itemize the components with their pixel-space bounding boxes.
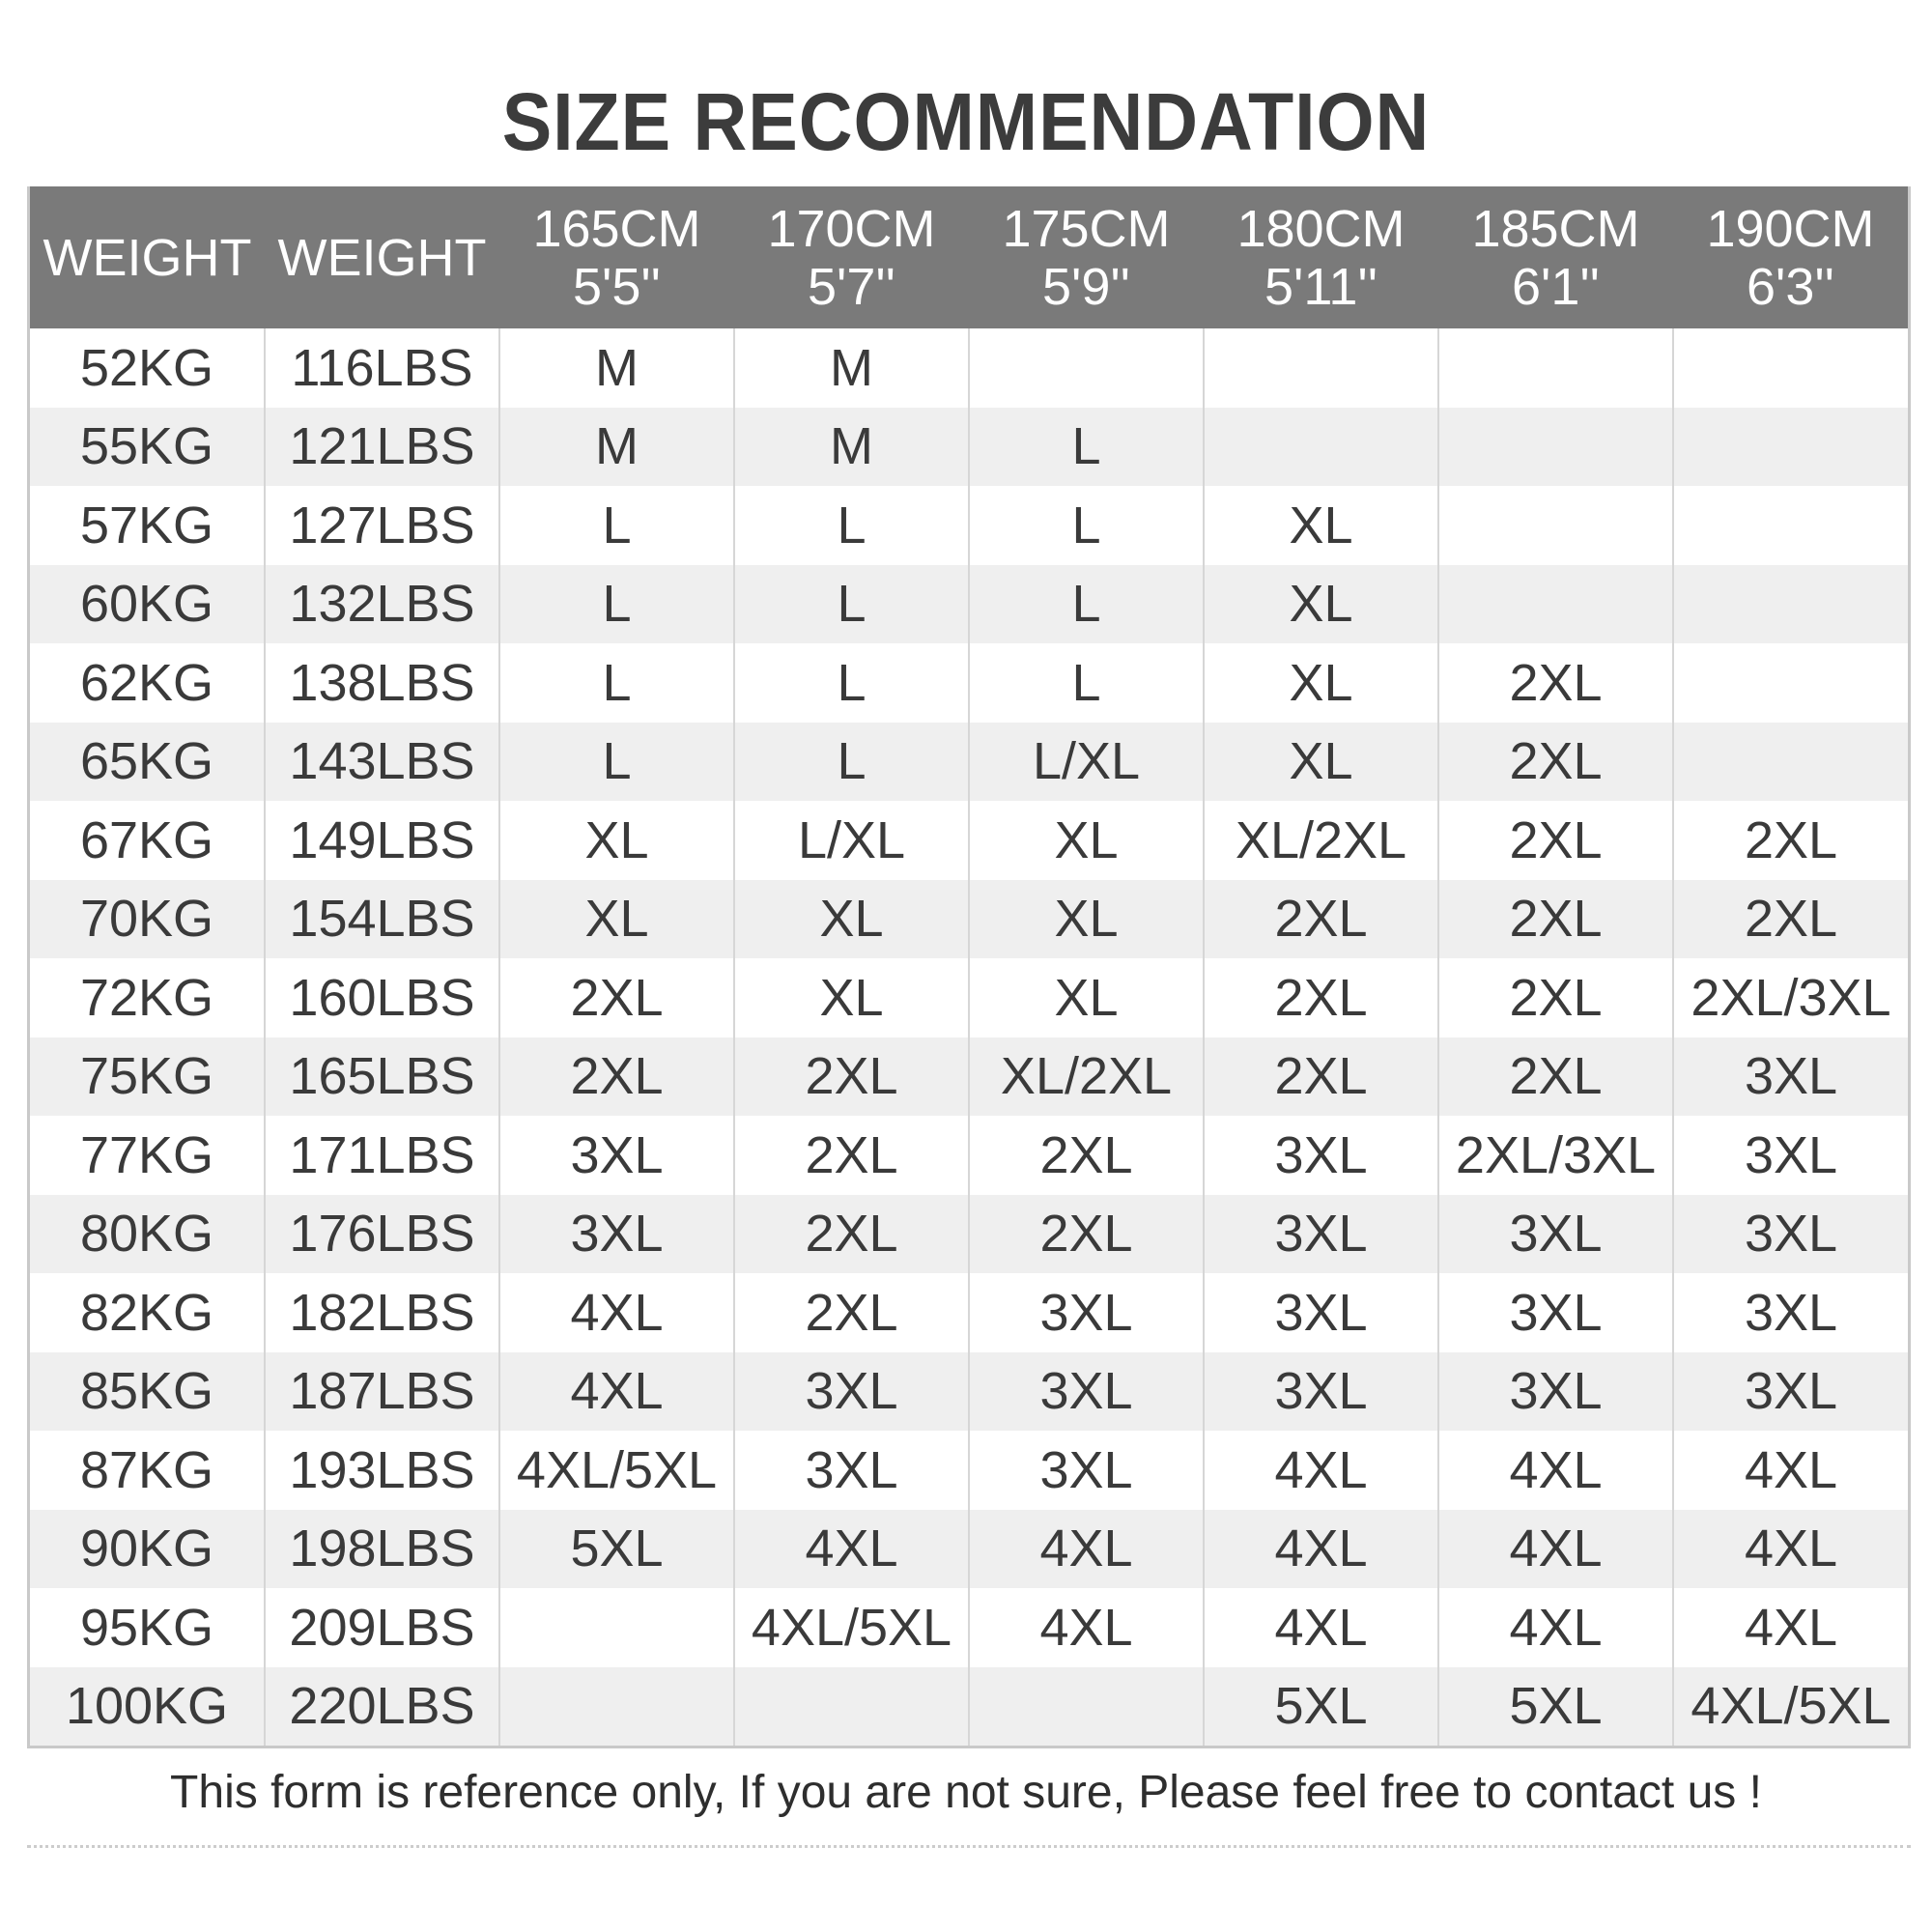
size-cell: 3XL <box>1204 1273 1438 1352</box>
weight-lbs-cell: 176LBS <box>265 1195 499 1274</box>
size-cell <box>1204 328 1438 408</box>
size-cell: 4XL <box>1673 1510 1908 1589</box>
size-cell: L <box>969 408 1204 487</box>
size-cell <box>1438 408 1673 487</box>
weight-kg-cell: 80KG <box>79 1205 214 1264</box>
size-cell <box>969 328 1204 408</box>
size-cell: M <box>734 328 969 408</box>
table-row <box>30 801 1908 880</box>
table-row <box>30 1037 1908 1117</box>
table-row <box>30 565 1908 644</box>
weight-lbs-cell: 171LBS <box>265 1116 499 1195</box>
size-cell: 3XL <box>969 1352 1204 1432</box>
size-cell: 3XL <box>969 1431 1204 1510</box>
size-cell <box>1673 643 1908 723</box>
weight-lbs-cell: 132LBS <box>265 565 499 644</box>
header-height-180: 180CM 5'11'' <box>1236 199 1406 316</box>
size-cell: 2XL <box>1438 1037 1673 1117</box>
header-height-175: 175CM 5'9'' <box>1002 199 1171 316</box>
size-cell: 2XL <box>734 1037 969 1117</box>
size-cell: XL <box>969 880 1204 959</box>
size-cell: 2XL <box>1438 643 1673 723</box>
size-cell: XL <box>1204 643 1438 723</box>
weight-kg-cell: 82KG <box>79 1283 214 1342</box>
table-body <box>30 328 1908 1746</box>
table-row <box>30 1195 1908 1274</box>
size-cell: L <box>499 723 734 802</box>
size-cell: 2XL <box>1438 880 1673 959</box>
header-height-165: 165CM 5'5'' <box>532 199 701 316</box>
weight-kg-cell: 100KG <box>65 1677 229 1736</box>
size-cell: 2XL <box>1438 801 1673 880</box>
size-cell <box>1673 486 1908 565</box>
size-recommendation-table <box>30 186 1908 1746</box>
weight-kg-cell: 95KG <box>79 1598 214 1657</box>
size-cell: 2XL <box>1204 1037 1438 1117</box>
size-cell: 2XL <box>499 958 734 1037</box>
table-row <box>30 1273 1908 1352</box>
weight-lbs-cell: 160LBS <box>265 958 499 1037</box>
header-height-170: 170CM 5'7'' <box>767 199 936 316</box>
size-cell: L <box>734 565 969 644</box>
weight-lbs-cell: 149LBS <box>265 801 499 880</box>
weight-kg-cell: 85KG <box>79 1362 214 1421</box>
weight-lbs-cell: 165LBS <box>265 1037 499 1117</box>
size-cell <box>499 1588 734 1667</box>
header-height-190: 190CM 6'3'' <box>1706 199 1875 316</box>
size-cell <box>1438 328 1673 408</box>
size-cell: L <box>499 643 734 723</box>
size-cell: 3XL <box>1673 1273 1908 1352</box>
weight-kg-cell: 90KG <box>79 1520 214 1578</box>
size-cell: XL <box>1204 486 1438 565</box>
weight-kg-cell: 75KG <box>79 1047 214 1106</box>
size-cell <box>1673 408 1908 487</box>
table-row <box>30 643 1908 723</box>
weight-lbs-cell: 220LBS <box>265 1667 499 1747</box>
size-cell: XL/2XL <box>1204 801 1438 880</box>
size-cell: 2XL <box>969 1195 1204 1274</box>
weight-kg-cell: 65KG <box>79 732 214 791</box>
table-header-row <box>30 186 1908 328</box>
size-cell: 4XL <box>1438 1431 1673 1510</box>
size-cell: 2XL <box>734 1116 969 1195</box>
size-cell: 2XL <box>1438 958 1673 1037</box>
size-cell: 2XL <box>499 1037 734 1117</box>
size-cell: XL <box>1204 565 1438 644</box>
size-cell: M <box>734 408 969 487</box>
size-cell: 4XL <box>1673 1431 1908 1510</box>
size-cell <box>969 1667 1204 1747</box>
size-cell: 2XL <box>1438 723 1673 802</box>
weight-kg-cell: 55KG <box>79 417 214 476</box>
size-cell: M <box>499 328 734 408</box>
weight-lbs-cell: 209LBS <box>265 1588 499 1667</box>
table-row <box>30 1352 1908 1432</box>
table-row <box>30 1588 1908 1667</box>
size-cell: L <box>969 565 1204 644</box>
weight-lbs-cell: 187LBS <box>265 1352 499 1432</box>
size-cell: 5XL <box>1438 1667 1673 1747</box>
size-cell: 3XL <box>1673 1195 1908 1274</box>
size-cell: 2XL/3XL <box>1438 1116 1673 1195</box>
size-cell: XL <box>969 801 1204 880</box>
table-row <box>30 1431 1908 1510</box>
size-cell: 3XL <box>1673 1037 1908 1117</box>
size-cell <box>1438 565 1673 644</box>
size-cell: XL <box>734 880 969 959</box>
weight-lbs-cell: 193LBS <box>265 1431 499 1510</box>
size-cell: 2XL <box>1204 958 1438 1037</box>
size-cell: 2XL/3XL <box>1673 958 1908 1037</box>
weight-kg-cell: 60KG <box>79 575 214 634</box>
size-cell: L <box>734 486 969 565</box>
size-cell: 4XL <box>1204 1431 1438 1510</box>
weight-kg-cell: 52KG <box>79 338 214 397</box>
size-cell: 3XL <box>734 1352 969 1432</box>
size-cell <box>1673 328 1908 408</box>
size-cell: 2XL <box>969 1116 1204 1195</box>
size-cell: 4XL <box>1438 1588 1673 1667</box>
table-row <box>30 328 1908 408</box>
weight-lbs-cell: 154LBS <box>265 880 499 959</box>
size-cell: 3XL <box>1438 1273 1673 1352</box>
size-cell: 2XL <box>734 1195 969 1274</box>
size-cell: 4XL <box>734 1510 969 1589</box>
size-cell: 2XL <box>734 1273 969 1352</box>
weight-lbs-cell: 182LBS <box>265 1273 499 1352</box>
size-cell: 3XL <box>1204 1116 1438 1195</box>
header-weight-kg: WEIGHT <box>43 228 252 287</box>
size-cell: L/XL <box>734 801 969 880</box>
header-height-185: 185CM 6'1'' <box>1471 199 1640 316</box>
weight-kg-cell: 62KG <box>79 653 214 712</box>
size-cell: 3XL <box>499 1116 734 1195</box>
size-cell: 4XL <box>499 1352 734 1432</box>
size-cell: 3XL <box>1438 1352 1673 1432</box>
weight-kg-cell: 77KG <box>79 1125 214 1184</box>
size-cell: XL <box>499 801 734 880</box>
weight-lbs-cell: 198LBS <box>265 1510 499 1589</box>
size-cell: 4XL/5XL <box>734 1588 969 1667</box>
size-cell <box>1673 723 1908 802</box>
size-table-container <box>27 186 1911 1748</box>
header-weight-lbs: WEIGHT <box>277 228 487 287</box>
size-cell <box>1204 408 1438 487</box>
size-cell: 3XL <box>1438 1195 1673 1274</box>
size-cell: 2XL <box>1673 880 1908 959</box>
size-cell: 4XL <box>1438 1510 1673 1589</box>
weight-kg-cell: 72KG <box>79 968 214 1027</box>
size-cell: 3XL <box>1204 1195 1438 1274</box>
size-cell: 4XL <box>499 1273 734 1352</box>
size-cell: 3XL <box>969 1273 1204 1352</box>
size-cell: XL <box>734 958 969 1037</box>
size-cell: 3XL <box>1673 1116 1908 1195</box>
size-cell: 4XL/5XL <box>1673 1667 1908 1747</box>
table-row <box>30 958 1908 1037</box>
footer-note: This form is reference only, If you are not sure, Please feel free to contact us ! <box>170 1767 1762 1818</box>
size-cell: L <box>969 643 1204 723</box>
size-cell: 3XL <box>734 1431 969 1510</box>
size-cell: 3XL <box>1673 1352 1908 1432</box>
weight-kg-cell: 67KG <box>79 810 214 869</box>
weight-lbs-cell: 127LBS <box>265 486 499 565</box>
size-cell: XL/2XL <box>969 1037 1204 1117</box>
size-cell: L <box>499 565 734 644</box>
size-cell: 4XL <box>969 1588 1204 1667</box>
size-cell: XL <box>499 880 734 959</box>
size-cell: 4XL/5XL <box>499 1431 734 1510</box>
size-cell: M <box>499 408 734 487</box>
size-cell: 4XL <box>1204 1588 1438 1667</box>
size-cell: L <box>734 723 969 802</box>
size-cell: 2XL <box>1673 801 1908 880</box>
size-cell: XL <box>969 958 1204 1037</box>
weight-kg-cell: 57KG <box>79 496 214 554</box>
size-cell: 4XL <box>969 1510 1204 1589</box>
size-cell <box>1673 565 1908 644</box>
size-cell: L <box>499 486 734 565</box>
table-row <box>30 1510 1908 1589</box>
table-row <box>30 486 1908 565</box>
page-title: SIZE RECOMMENDATION <box>501 76 1431 167</box>
weight-kg-cell: 87KG <box>79 1440 214 1499</box>
size-cell: 2XL <box>1204 880 1438 959</box>
table-row <box>30 408 1908 487</box>
size-cell: 3XL <box>1204 1352 1438 1432</box>
size-cell: L/XL <box>969 723 1204 802</box>
size-cell: L <box>969 486 1204 565</box>
size-cell: 4XL <box>1673 1588 1908 1667</box>
size-cell: XL <box>1204 723 1438 802</box>
weight-kg-cell: 70KG <box>79 890 214 949</box>
weight-lbs-cell: 116LBS <box>265 328 499 408</box>
table-row <box>30 1116 1908 1195</box>
table-row <box>30 723 1908 802</box>
weight-lbs-cell: 143LBS <box>265 723 499 802</box>
weight-lbs-cell: 138LBS <box>265 643 499 723</box>
size-cell: L <box>734 643 969 723</box>
table-row <box>30 1667 1908 1747</box>
size-cell: 4XL <box>1204 1510 1438 1589</box>
table-row <box>30 880 1908 959</box>
size-cell: 5XL <box>1204 1667 1438 1747</box>
dotted-divider <box>27 1845 1911 1848</box>
weight-lbs-cell: 121LBS <box>265 408 499 487</box>
size-cell: 5XL <box>499 1510 734 1589</box>
size-cell <box>734 1667 969 1747</box>
size-cell <box>499 1667 734 1747</box>
size-cell <box>1438 486 1673 565</box>
size-cell: 3XL <box>499 1195 734 1274</box>
